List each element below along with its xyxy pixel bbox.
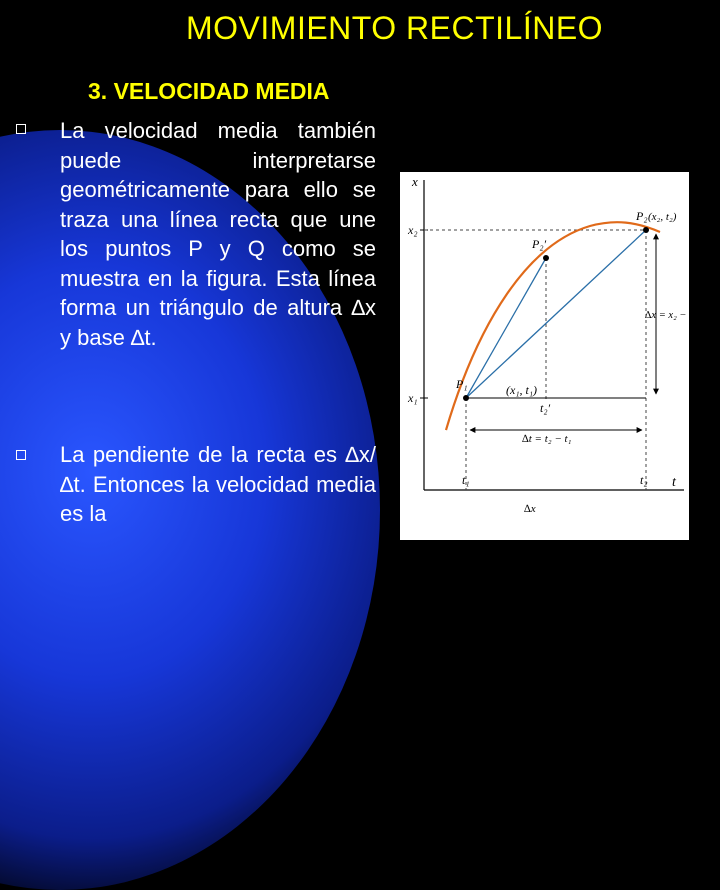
p1-coords-label: (x₁, t₁) bbox=[506, 383, 537, 397]
p2-label: P₂ bbox=[636, 209, 648, 223]
p1-label: P₁ bbox=[456, 377, 468, 391]
x1-label: x₁ bbox=[408, 391, 418, 405]
position-curve bbox=[446, 222, 660, 430]
t-axis-label: t bbox=[672, 475, 676, 490]
delta-x-label: ∆x = x₂ − x₁ bbox=[645, 310, 698, 321]
position-time-diagram bbox=[400, 172, 698, 540]
point-p2-prime bbox=[543, 255, 549, 261]
delta-t-label: ∆t = t₂ − t₁ bbox=[522, 433, 572, 445]
t2-label: t₂ bbox=[640, 473, 648, 487]
x-axis-label: x bbox=[412, 174, 418, 189]
p2-coords-label: (x₂, t₂) bbox=[648, 211, 677, 223]
bottom-delta-label: ∆x bbox=[524, 503, 536, 515]
x2-label: x₂ bbox=[408, 223, 418, 237]
position-time-figure bbox=[400, 172, 698, 540]
secant-line-p1-p2-prime bbox=[466, 258, 546, 398]
point-p2 bbox=[643, 227, 649, 233]
bullet-square-icon bbox=[16, 124, 26, 134]
slide-title: MOVIMIENTO RECTILÍNEO bbox=[186, 10, 604, 46]
p2-prime-label: P₂′ bbox=[532, 237, 547, 251]
point-p1 bbox=[463, 395, 469, 401]
section-subtitle: 3. VELOCIDAD MEDIA bbox=[88, 78, 330, 104]
t2-prime-label: t₂′ bbox=[540, 401, 551, 415]
paragraph-velocity-description: La velocidad media también puede interpretarse geométricamente para ello se traza una línea recta que une los puntos P y Q como se muestra en la figura. Esta línea forma un triángulo de altura ∆x y base ∆t. bbox=[60, 118, 376, 350]
paragraph-slope: La pendiente de la recta es ∆x/∆t. Entonces la velocidad media es la bbox=[60, 442, 376, 526]
bullet-square-icon bbox=[16, 450, 26, 460]
t1-label: t₁ bbox=[462, 473, 470, 487]
